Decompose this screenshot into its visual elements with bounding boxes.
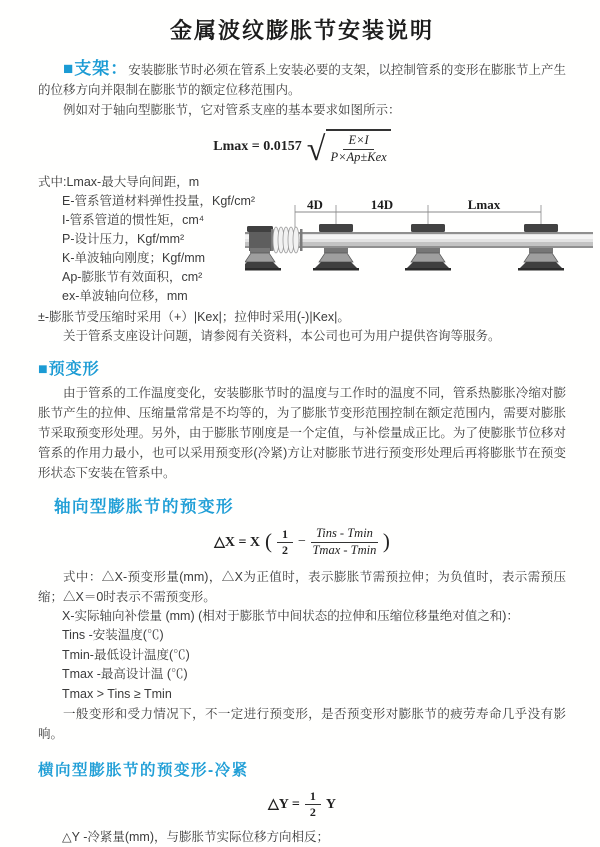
fraction-numerator: E×I [343,133,373,150]
formula-rhs: Y [325,796,336,812]
half-fraction [305,789,321,820]
fraction-denominator: 2 [282,542,289,557]
formula-lhs: △X = X [214,534,261,550]
definition-item: P-设计压力，Kgf/mm² [62,232,185,247]
close-paren: ) [382,528,390,553]
formula-fraction [330,133,386,165]
axial-predeform-formula [38,526,566,558]
formula-lhs: △Y = [268,797,300,812]
axial-items-list [38,607,566,705]
fraction-numerator: 1 [305,789,321,805]
dim-label-4d: 4D [307,199,323,213]
pipe-support-diagram [245,199,593,293]
definitions-and-diagram [38,173,566,308]
axial-item: Tmin-最低设计温度(℃) [62,647,190,662]
predeform-paragraph: 由于管系的工作温度变化，安装膨胀节时的温度与工作时的温度不同，管系热膨胀冷缩对膨胀节产生的拉伸、压缩量常常是不均等的，为了膨胀节变形范围控制在额定范围内，需要对膨胀节采取预变形处理。另外，由于膨胀节刚度是一个定值，与补偿量成正比。为了使膨胀节位移对管系的作用力最小，也可以采用预变形(冷紧)方让对膨胀节进行预变形处理后再将膨胀节在预变形状态下安装在管系中。 [38,386,566,481]
fraction-denominator: 2 [309,805,316,819]
plusminus-line: ±-膨胀节受压缩时采用（+）|Kex|；拉伸时采用(-)|Kex|。 [38,310,350,325]
fraction-numerator: 1 [277,527,293,543]
formula-lhs: Lmax = 0.0157 [213,139,302,155]
fraction-numerator: Tins - Tmin [311,526,378,543]
dim-label-14d: 14D [370,199,394,213]
half-fraction [277,527,293,558]
lateral-predeform-formula [38,789,566,820]
page-title: 金属波纹膨胀节安装说明 [169,18,434,43]
fraction-denominator: Tmax - Tmin [312,542,377,557]
axial-note: 一般变形和受力情况下，不一定进行预变形，是否预变形对膨胀节的疲劳寿命几乎没有影响。 [38,707,566,741]
support-example-line: 例如对于轴向型膨胀节，它对管系支座的基本要求如图所示： [63,103,401,117]
definition-item: ex-单波轴向位移，mm [62,289,188,304]
axial-item: X-实际轴向补偿量 (mm) (相对于膨胀节中间状态的拉伸和压缩位移量绝对值之和)： [62,608,519,623]
definition-item: E-管系管道材料弹性投量，Kgf/cm² [62,194,256,209]
definition-item: K-单波轴向刚度；Kgf/mm [62,251,206,266]
lateral-subheading: 横向型膨胀节的预变形-冷紧 [38,762,249,779]
definition-lead: 式中:Lmax-最大导向间距，m [38,175,200,190]
temperature-fraction [311,526,378,558]
predeform-section-heading: ■预变形 [38,361,100,379]
axial-item: Tmax -最高设计温 (℃) [62,667,188,681]
axial-item: Tmax > Tins ≥ Tmin [62,686,172,701]
support-intro-text: 安装膨胀节时必须在管系上安装必要的支架，以控制管系的变形在膨胀节上产生的位移方向并限制在膨胀节的额定位移范围内。 [38,63,566,97]
dim-label-lmax: Lmax [467,199,501,213]
guide-spacing-formula: Lmax = 0.0157 √ $\frac{E\times I}{\text{P×Ap±Kex}}$ [38,129,566,165]
axial-explanation: 式中：△X-预变形量(mm)，△X为正值时，表示膨胀节需预拉伸；为负值时，表示需预压缩；△X＝0时表示不需预变形。 [38,569,566,604]
open-paren: ( [265,528,273,553]
lateral-note: △Y -冷紧量(mm)，与膨胀节实际位移方向相反； [62,830,330,844]
fraction-denominator: P×Ap±Kex [330,149,387,164]
minus-sign: − [298,534,306,550]
support-intro-paragraph [38,59,566,100]
support-section-heading: ■支架： [63,59,129,78]
definition-item: I-管系管道的惯性矩，cm⁴ [62,213,205,228]
bellows [271,227,303,253]
axial-subheading: 轴向型膨胀节的预变形 [54,498,234,517]
definition-item: Ap-膨胀节有效面积，cm² [62,270,203,285]
consult-line: 关于管系支座设计问题，请参阅有关资料，本公司也可为用户提供咨询等服务。 [63,329,501,344]
axial-item: Tins -安装温度(℃) [62,628,164,642]
sqrt-box [326,129,390,165]
